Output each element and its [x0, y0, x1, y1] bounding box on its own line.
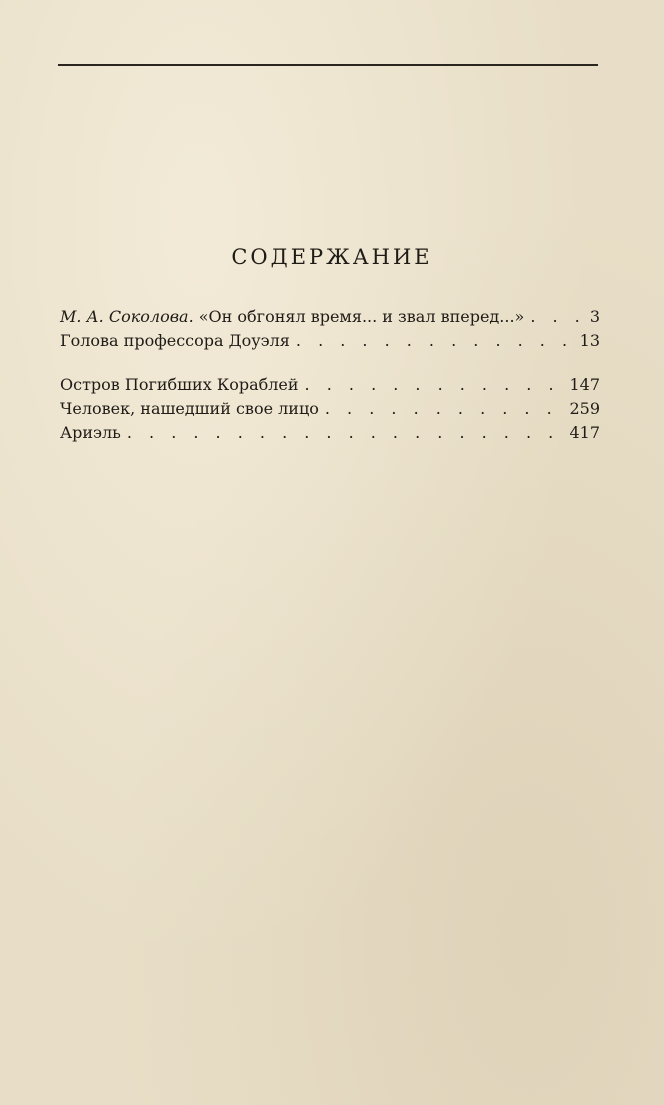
toc-entry [60, 401, 600, 425]
toc-entry-title: Голова профессора Доуэля [60, 331, 290, 350]
toc-entry-page: 3 [589, 307, 600, 326]
toc-entry [60, 425, 600, 449]
toc-entry-page: 13 [579, 331, 600, 350]
toc-entry-author: М. А. Соколова. [60, 307, 194, 326]
dot-leader [296, 333, 574, 349]
toc-entry-title [60, 309, 524, 325]
dot-leader [530, 309, 583, 325]
toc-entry-page: 259 [569, 399, 600, 418]
dot-leader [325, 401, 564, 417]
toc-entry-page: 417 [569, 423, 600, 442]
top-rule [58, 64, 598, 66]
toc-entry [60, 309, 600, 333]
dot-leader [305, 377, 564, 393]
page-title: СОДЕРЖАНИЕ [231, 245, 433, 269]
dot-leader [127, 425, 564, 441]
toc-entry-title: Человек, нашедший свое лицо [60, 399, 319, 418]
toc-entry [60, 377, 600, 401]
toc-entry [60, 333, 600, 357]
toc-entry-title: Остров Погибших Кораблей [60, 375, 299, 394]
toc-entry-page: 147 [569, 375, 600, 394]
toc-entry-title: Ариэль [60, 423, 121, 442]
toc-entry-title-text: «Он обгонял время... и звал вперед...» [193, 307, 525, 326]
table-of-contents [60, 309, 600, 449]
